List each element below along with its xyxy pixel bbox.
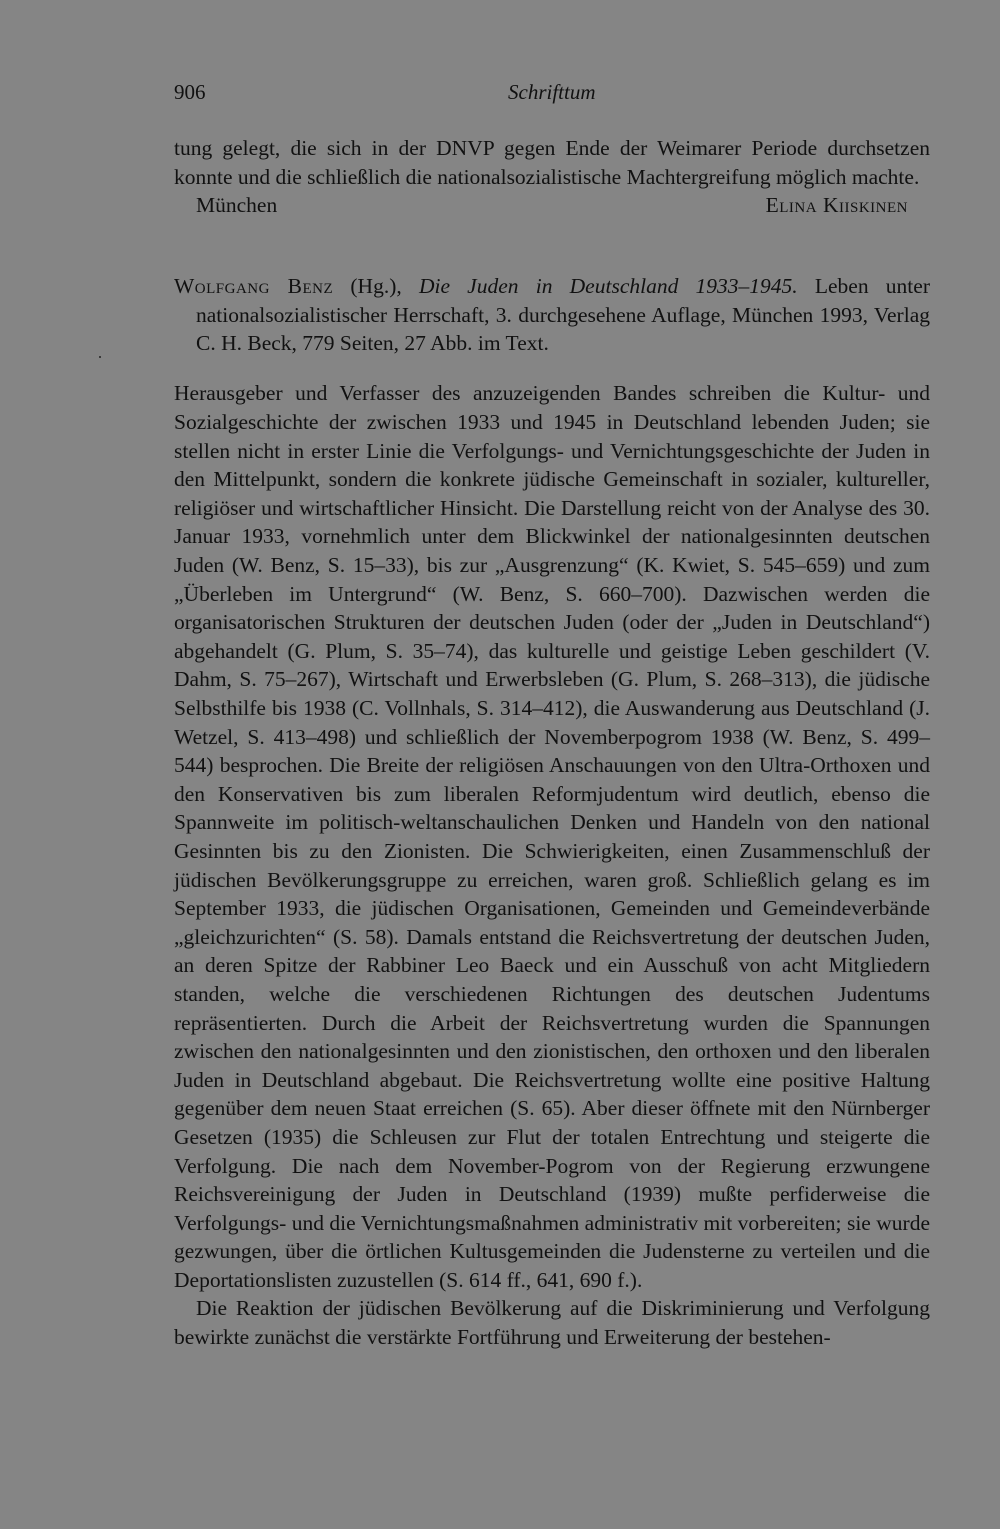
signature-reviewer: Elina Kiiskinen bbox=[765, 193, 908, 218]
review-body bbox=[174, 379, 930, 1351]
previous-review-closing-text: tung gelegt, die sich in der DNVP gegen Ende der Weimarer Periode durchsetzen konnte und die schließlich die nationalsozialistische Machtergreifung möglich machte. bbox=[174, 136, 930, 189]
previous-review-ending bbox=[174, 134, 930, 220]
review-signature bbox=[174, 191, 930, 220]
running-head bbox=[174, 80, 930, 110]
scan-speck bbox=[99, 356, 101, 358]
bibliographic-entry bbox=[174, 272, 930, 358]
editor-mark: (Hg.), bbox=[333, 274, 419, 299]
running-title: Schrifttum bbox=[508, 80, 596, 104]
book-title: Die Juden in Deutschland 1933–1945. bbox=[418, 274, 798, 299]
signature-place: München bbox=[196, 193, 278, 218]
page bbox=[174, 80, 930, 1352]
book-details: Leben unter nationalsozialistischer Herrschaft, 3. durchgesehene Auflage, München 1993, Verlag C. H. Beck, 779 Seiten, 27 Abb. im Text. bbox=[196, 274, 930, 356]
review-paragraph-2: Die Reaktion der jüdischen Bevölkerung auf die Diskriminierung und Verfolgung bewirkte zunächst die verstärkte Fortführung und Erweiterung der bestehen- bbox=[174, 1296, 930, 1350]
page-number: 906 bbox=[174, 80, 206, 104]
review-paragraph-1: Herausgeber und Verfasser des anzuzeigenden Bandes schreiben die Kultur- und Sozialgeschichte der zwischen 1933 und 1945 in Deutschland lebenden Juden; sie stellen nicht in erster Linie die Verfolgungs- und Vernichtungsgeschichte der Juden in den Mittelpunkt, sondern die konkrete jüdische Gemeinschaft in sozialer, kultureller, religiöser und wirtschaftlicher Hinsicht. Die Darstellung reicht von der Analyse des 30. Januar 1933, vornehmlich unter dem Blickwinkel der nationalgesinnten deutschen Juden (W. Benz, S. 15–33), bis zur „Ausgrenzung“ (K. Kwiet, S. 545–659) und zum „Überleben im Untergrund“ (W. Benz, S. 660–700). Dazwischen werden die organisatorischen Strukturen der deutschen Juden (oder der „Juden in Deutschland“) abgehandelt (G. Plum, S. 35–74), das kulturelle und geistige Leben geschildert (V. Dahm, S. 75–267), Wirtschaft und Erwerbsleben (G. Plum, S. 268–313), die jüdische Selbsthilfe bis 1938 (C. Vollnhals, S. 314–412), die Auswanderung aus Deutschland (J. Wetzel, S. 413–498) und schließlich der Novemberpogrom 1938 (W. Benz, S. 499–544) besprochen. Die Breite der religiösen Anschauungen von den Ultra-Orthoxen und den Konservativen bis zum liberalen Reformjudentum wird deutlich, ebenso die Spannweite im politisch-weltanschaulichen Denken und Handeln von den national Gesinnten bis zu den Zionisten. Die Schwierigkeiten, einen Zusammenschluß der jüdischen Bevölkerungsgruppe zu erreichen, waren groß. Schließlich gelang es im September 1933, die jüdischen Organisationen, Gemeinden und Gemeindeverbände „gleichzurichten“ (S. 58). Damals entstand die Reichsvertretung der deutschen Juden, an deren Spitze der Rabbiner Leo Baeck und ein Ausschuß von acht Mitgliedern standen, welche die verschiedenen Richtungen des deutschen Judentums repräsentierten. Durch die Arbeit der Reichsvertretung wurden die Spannungen zwischen den nationalgesinnten und den zionistischen, den orthoxen und den liberalen Juden in Deutschland abgebaut. Die Reichsvertretung wollte eine positive Haltung gegenüber dem neuen Staat erreichen (S. 65). Aber dieser öffnete mit den Nürnberger Gesetzen (1935) die Schleusen zur Flut der totalen Entrechtung und steigerte die Verfolgung. Die nach dem November-Pogrom von der Regierung erzwungene Reichsvereinigung der Juden in Deutschland (1939) mußte perfiderweise die Verfolgungs- und die Vernichtungsmaßnahmen administrativ mit vorbereiten; sie wurde gezwungen, über die örtlichen Kultusgemeinden die Judensterne zu verteilen und die Deportationslisten zuzustellen (S. 614 ff., 641, 690 f.). bbox=[174, 381, 930, 1292]
book-author: Wolfgang Benz bbox=[174, 274, 334, 299]
